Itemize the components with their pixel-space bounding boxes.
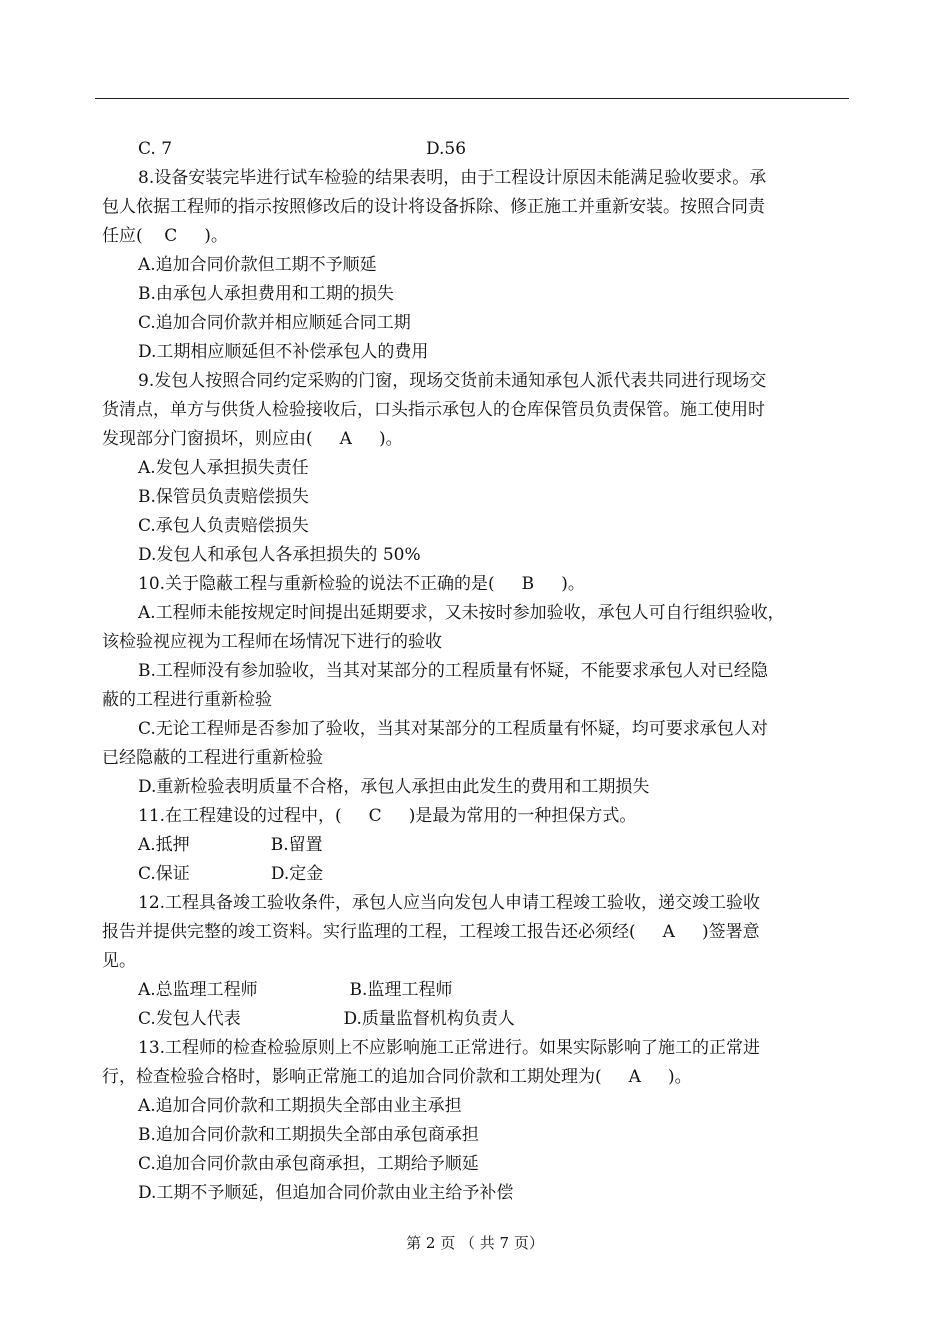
text-line: 见。 — [102, 951, 136, 971]
header-rule — [95, 98, 849, 99]
text-line: 8.设备安装完毕进行试车检验的结果表明，由于工程设计原因未能满足验收要求。承 — [138, 168, 767, 188]
text-line: 发现部分门窗损坏，则应由( A )。 — [102, 429, 403, 449]
text-line: 13.工程师的检查检验原则上不应影响施工正常进行。如果实际影响了施工的正常进 — [138, 1038, 761, 1058]
text-line: 任应( C )。 — [102, 226, 228, 246]
text-line: 报告并提供完整的竣工资料。实行监理的工程，工程竣工报告还必须经( A )签署意 — [102, 922, 760, 942]
text-line: 该检验视应视为工程师在场情况下进行的验收 — [102, 632, 442, 652]
text-line: A.抵押 B.留置 — [138, 835, 323, 855]
text-line: A.发包人承担损失责任 — [138, 458, 309, 478]
text-line: C.发包人代表 D.质量监督机构负责人 — [138, 1009, 515, 1029]
text-line: A.工程师未能按规定时间提出延期要求，又未按时参加验收，承包人可自行组织验收， — [138, 603, 785, 623]
text-line: 包人依据工程师的指示按照修改后的设计将设备拆除、修正施工并重新安装。按照合同责 — [102, 197, 765, 217]
text-line: 货清点，单方与供货人检验接收后，口头指示承包人的仓库保管员负责保管。施工使用时 — [102, 400, 765, 420]
text-line: D.工期相应顺延但不补偿承包人的费用 — [138, 342, 429, 362]
text-line: C.追加合同价款并相应顺延合同工期 — [138, 313, 411, 333]
text-line: 已经隐蔽的工程进行重新检验 — [102, 748, 323, 768]
text-line: 行，检查检验合格时，影响正常施工的追加合同价款和工期处理为( A )。 — [102, 1067, 692, 1087]
text-line: C.追加合同价款由承包商承担，工期给予顺延 — [138, 1154, 479, 1174]
text-line: D.重新检验表明质量不合格，承包人承担由此发生的费用和工期损失 — [138, 777, 650, 797]
text-line: D.发包人和承包人各承担损失的 50% — [138, 545, 421, 565]
text-line: D.工期不予顺延，但追加合同价款由业主给予补偿 — [138, 1183, 514, 1203]
document-body — [102, 135, 848, 1208]
text-line: A.追加合同价款和工期损失全部由业主承担 — [138, 1096, 462, 1116]
text-line: C.保证 D.定金 — [138, 864, 324, 884]
text-line: C. 7 D.56 — [138, 139, 467, 159]
text-line: B.工程师没有参加验收，当其对某部分的工程质量有怀疑，不能要求承包人对已经隐 — [138, 661, 768, 681]
text-line: 蔽的工程进行重新检验 — [102, 690, 272, 710]
page-footer: 第 2 页 （ 共 7 页） — [406, 1234, 544, 1252]
text-line: C.无论工程师是否参加了验收，当其对某部分的工程质量有怀疑，均可要求承包人对 — [138, 719, 768, 739]
text-line: 11.在工程建设的过程中，( C )是最为常用的一种担保方式。 — [138, 806, 637, 826]
text-line: B.由承包人承担费用和工期的损失 — [138, 284, 394, 304]
text-line: A.总监理工程师 B.监理工程师 — [138, 980, 453, 1000]
text-line: B.追加合同价款和工期损失全部由承包商承担 — [138, 1125, 479, 1145]
text-line: 12.工程具备竣工验收条件，承包人应当向发包人申请工程竣工验收，递交竣工验收 — [138, 893, 761, 913]
text-line: 9.发包人按照合同约定采购的门窗，现场交货前未通知承包人派代表共同进行现场交 — [138, 371, 767, 391]
text-line: 10.关于隐蔽工程与重新检验的说法不正确的是( B )。 — [138, 574, 585, 594]
text-line: B.保管员负责赔偿损失 — [138, 487, 309, 507]
text-line: A.追加合同价款但工期不予顺延 — [138, 255, 377, 275]
text-line: C.承包人负责赔偿损失 — [138, 516, 309, 536]
